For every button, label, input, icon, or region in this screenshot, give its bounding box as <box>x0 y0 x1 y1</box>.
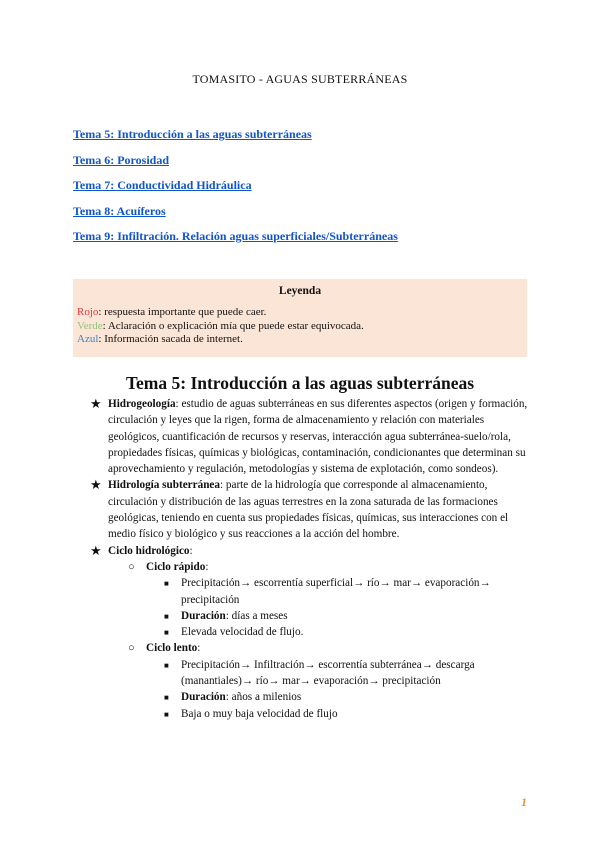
list-item <box>0 689 600 705</box>
legend-key-green: Verde <box>77 319 103 332</box>
legend-row-green <box>73 320 527 334</box>
table-of-contents <box>73 127 398 255</box>
definition: : días a meses <box>225 609 288 622</box>
star-bullet-icon: ★ <box>90 542 102 558</box>
star-bullet-icon: ★ <box>90 396 102 411</box>
legend-desc-green: : Aclaración o explicación mía que puede estar equivocada. <box>102 319 364 332</box>
toc-link-tema8[interactable]: Tema 8: Acuíferos <box>73 203 166 218</box>
definition: : estudio de aguas subterráneas en sus diferentes aspectos (origen y formación, circulación y leyes que la rigen, forma de almacenamiento y relación con materiales geológicos, cuantificación de recursos y reservas, interacción agua subterránea-suelo/rola, propiedades físicas, químicas y biológicas, contaminación, condicionantes que determinan su aprovechamiento y regulación, metodologías y sistema de explotación, como sondeos). <box>108 398 528 476</box>
term: Ciclo lento <box>146 642 198 655</box>
list-item <box>0 657 600 690</box>
page-number: 1 <box>521 795 527 809</box>
document-title: TOMASITO - AGUAS SUBTERRÁNEAS <box>192 72 408 86</box>
list-item <box>0 624 600 640</box>
definition: Baja o muy baja velocidad de flujo <box>181 707 338 720</box>
square-bullet-icon: ■ <box>164 628 169 638</box>
square-bullet-icon: ■ <box>164 709 169 719</box>
legend-key-red: Rojo <box>77 306 99 318</box>
term: Duración <box>181 691 226 704</box>
toc-link-tema5[interactable]: Tema 5: Introducción a las aguas subterráneas <box>73 127 312 141</box>
term: Ciclo hidrológico <box>108 544 190 557</box>
section-heading: Tema 5: Introducción a las aguas subterráneas <box>125 373 475 393</box>
toc-link-tema7[interactable]: Tema 7: Conductividad Hidráulica <box>73 178 252 192</box>
definition: : parte de la hidrología que corresponde al almacenamiento, circulación y distribución de las aguas terrestres en la zona saturada de las formaciones geológicas, teniendo en cuenta sus propiedades físicas, químicas, sus interacciones con el medio físico y biológico y sus reacciones a la acción del hombre. <box>108 479 509 541</box>
list-item <box>0 543 600 559</box>
definition: : años a milenios <box>225 691 302 704</box>
circle-bullet-icon: ○ <box>128 642 135 655</box>
term: Ciclo rápido <box>146 560 206 573</box>
section-content <box>0 396 600 722</box>
list-item <box>0 706 600 722</box>
list-item <box>0 559 600 575</box>
square-bullet-icon: ■ <box>164 693 169 703</box>
legend-key-blue: Azul <box>77 333 99 345</box>
list-item <box>0 575 600 608</box>
term: Hidrogeología <box>108 398 176 410</box>
legend-desc-red: : respuesta importante que puede caer. <box>98 306 267 318</box>
legend-row-red <box>73 306 527 320</box>
definition: Elevada velocidad de flujo. <box>181 626 304 639</box>
list-item <box>0 640 600 656</box>
square-bullet-icon: ■ <box>164 611 169 621</box>
legend-title: Leyenda <box>278 285 322 297</box>
term: Duración <box>181 609 226 622</box>
legend-row-blue <box>73 333 527 347</box>
star-bullet-icon: ★ <box>90 477 102 493</box>
list-item <box>0 396 600 477</box>
definition: : <box>205 560 209 573</box>
toc-link-tema6[interactable]: Tema 6: Porosidad <box>73 152 170 167</box>
list-item <box>0 477 600 542</box>
toc-link-tema9[interactable]: Tema 9: Infiltración. Relación aguas superficiales/Subterráneas <box>73 229 398 243</box>
definition: : <box>189 544 193 557</box>
square-bullet-icon: ■ <box>164 579 169 589</box>
definition: Precipitación→ escorrentía superficial→ río→ mar→ evaporación→ precipitación <box>181 577 491 606</box>
circle-bullet-icon: ○ <box>128 560 135 573</box>
square-bullet-icon: ■ <box>164 660 169 670</box>
term: Hidrología subterránea <box>108 479 220 492</box>
definition: : <box>197 642 201 655</box>
list-item <box>0 608 600 624</box>
legend-desc-blue: : Información sacada de internet. <box>98 333 243 345</box>
definition: Precipitación→ Infiltración→ escorrentía subterránea→ descarga (manantiales)→ río→ mar→ evaporación→ precipitación <box>181 658 475 688</box>
legend-box <box>73 279 527 357</box>
